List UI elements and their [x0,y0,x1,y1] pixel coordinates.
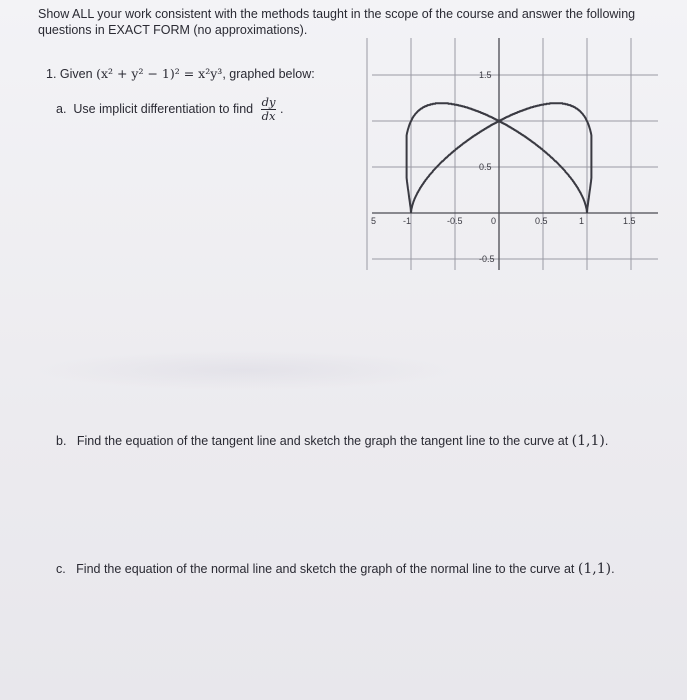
fraction-denominator: dx [261,109,276,123]
x-tick-label: -1 [403,216,412,226]
grid-lines [367,38,658,270]
question-c [56,561,615,577]
x-tick-label: 0 [491,216,497,226]
question-b-text: Find the equation of the tangent line and sketch the graph the tangent line to the curve at [76,434,569,448]
question-1-given: Given [59,67,93,81]
question-b-end: . [604,434,609,448]
curve-graph [360,30,660,275]
x-tick-label: 5 [371,216,377,226]
question-1-suffix: , graphed below: [222,67,315,81]
question-b-letter: b. [56,434,67,448]
x-tick-label: 1.5 [623,216,636,226]
y-tick-label: -0.5 [479,254,495,264]
y-tick-label: 0.5 [479,162,492,172]
question-c-text: Find the equation of the normal line and sketch the graph of the normal line to the curve at [76,562,575,576]
question-c-letter: c. [56,562,66,576]
question-1-equation: (x² + y² − 1)² = x²y³ [96,66,223,81]
question-a-text: Use implicit differentiation to find [73,101,254,116]
question-a-letter: a. [56,101,67,116]
fraction-numerator: dy [261,95,276,109]
x-tick-label: -0.5 [447,216,463,226]
question-a [56,96,283,123]
axes [372,38,658,270]
x-tick-label: 0.5 [535,216,548,226]
question-b [56,433,608,449]
faded-text-smudge [35,350,455,390]
question-a-end: . [279,101,284,116]
y-tick-label: 1.5 [479,70,492,80]
question-1-number: 1. [46,67,57,81]
x-tick-label: 1 [579,216,585,226]
dy-dx-fraction [261,96,277,123]
question-1 [46,66,315,81]
instructions: Show ALL your work consistent with the methods taught in the scope of the course and answer the following questions in EXACT FORM (no approximations). [38,7,636,37]
question-c-end: . [611,562,615,576]
question-c-point: (1,1) [577,561,612,577]
question-b-point: (1,1) [571,433,605,449]
